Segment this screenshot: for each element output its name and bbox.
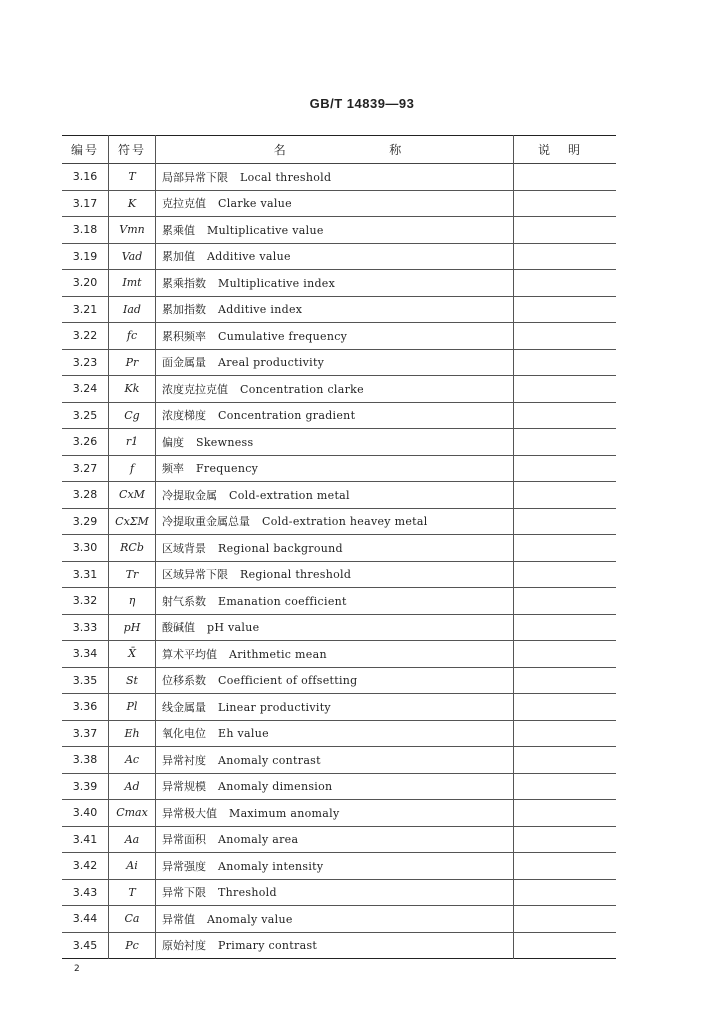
term-name xyxy=(156,667,514,694)
term-number: 3.16 xyxy=(72,170,98,184)
table-row xyxy=(62,561,616,588)
term-note xyxy=(514,535,617,562)
terms-table-body xyxy=(62,164,616,959)
term-symbol: Cg xyxy=(109,402,156,429)
term-name xyxy=(156,773,514,800)
table-row xyxy=(62,826,616,853)
term-name-english: Concentration gradient xyxy=(218,409,356,423)
term-symbol: Vad xyxy=(109,243,156,270)
term-number: 3.25 xyxy=(72,408,98,422)
term-name-english: Maximum anomaly xyxy=(229,806,340,820)
term-note xyxy=(514,667,617,694)
term-name xyxy=(156,747,514,774)
term-name xyxy=(156,164,514,191)
term-symbol: Ad xyxy=(109,773,156,800)
term-name-chinese: 累积频率 xyxy=(162,329,206,343)
term-symbol: Ac xyxy=(109,747,156,774)
term-note xyxy=(514,455,617,482)
term-name-chinese: 冷提取金属 xyxy=(162,488,217,502)
table-row xyxy=(62,349,616,376)
term-symbol: Eh xyxy=(109,720,156,747)
term-name-english: Arithmetic mean xyxy=(229,647,327,661)
table-row xyxy=(62,217,616,244)
term-name-english: Coefficient of offsetting xyxy=(218,674,358,688)
term-note xyxy=(514,932,617,959)
term-name xyxy=(156,826,514,853)
term-name xyxy=(156,429,514,456)
term-note xyxy=(514,217,617,244)
term-name-english: Multiplicative value xyxy=(207,223,324,237)
term-symbol: Vmn xyxy=(109,217,156,244)
page-number: 2 xyxy=(74,964,80,974)
term-number: 3.24 xyxy=(72,382,98,396)
term-name-english: Skewness xyxy=(196,435,254,449)
term-name xyxy=(156,561,514,588)
term-number: 3.45 xyxy=(72,938,98,952)
term-symbol: St xyxy=(109,667,156,694)
term-name-english: pH value xyxy=(207,621,260,635)
term-note xyxy=(514,508,617,535)
term-note xyxy=(514,826,617,853)
table-row xyxy=(62,932,616,959)
term-name xyxy=(156,853,514,880)
column-header-number: 编号 xyxy=(70,143,99,157)
term-name xyxy=(156,243,514,270)
term-name xyxy=(156,906,514,933)
table-row xyxy=(62,296,616,323)
term-name-english: Additive index xyxy=(218,303,303,317)
term-note xyxy=(514,641,617,668)
term-name-english: Additive value xyxy=(207,250,291,264)
term-name-english: Cumulative frequency xyxy=(218,329,348,343)
term-symbol: fc xyxy=(109,323,156,350)
term-number: 3.30 xyxy=(72,541,98,555)
term-name-english: Threshold xyxy=(218,886,277,900)
term-symbol: r1 xyxy=(109,429,156,456)
term-name-english: Primary contrast xyxy=(218,939,318,953)
term-name-english: Anomaly intensity xyxy=(218,859,324,873)
term-name xyxy=(156,879,514,906)
term-name-chinese: 算术平均值 xyxy=(162,647,217,661)
standard-header: GB/T 14839—93 xyxy=(309,96,415,111)
term-note xyxy=(514,402,617,429)
terms-table xyxy=(62,135,616,959)
term-note xyxy=(514,270,617,297)
term-number: 3.32 xyxy=(72,594,98,608)
term-name-english: Clarke value xyxy=(218,197,292,211)
table-row xyxy=(62,376,616,403)
term-name-chinese: 累加指数 xyxy=(162,303,206,317)
term-symbol: Aa xyxy=(109,826,156,853)
term-name xyxy=(156,190,514,217)
table-row xyxy=(62,429,616,456)
table-row xyxy=(62,773,616,800)
term-note xyxy=(514,747,617,774)
term-number: 3.27 xyxy=(72,461,98,475)
table-row xyxy=(62,190,616,217)
term-name-english: Anomaly contrast xyxy=(218,753,321,767)
table-header-row xyxy=(62,136,616,164)
term-number: 3.22 xyxy=(72,329,98,343)
term-number: 3.17 xyxy=(72,196,98,210)
term-name-english: Regional background xyxy=(218,541,343,555)
term-name-chinese: 异常极大值 xyxy=(162,806,217,820)
term-number: 3.31 xyxy=(72,567,98,581)
term-name-english: Cold-extration metal xyxy=(229,488,350,502)
column-header-symbol: 符号 xyxy=(109,136,156,164)
term-name xyxy=(156,349,514,376)
term-number: 3.38 xyxy=(72,753,98,767)
term-name-chinese: 异常规模 xyxy=(162,780,206,794)
term-name-chinese: 原始衬度 xyxy=(162,939,206,953)
term-note xyxy=(514,614,617,641)
term-name-english: Linear productivity xyxy=(218,700,331,714)
table-row xyxy=(62,614,616,641)
term-note xyxy=(514,800,617,827)
term-name-chinese: 异常值 xyxy=(162,912,195,926)
term-name xyxy=(156,932,514,959)
table-row xyxy=(62,641,616,668)
term-symbol: K xyxy=(109,190,156,217)
term-name-chinese: 偏度 xyxy=(162,435,184,449)
term-note xyxy=(514,561,617,588)
term-number: 3.40 xyxy=(72,806,98,820)
table-row xyxy=(62,879,616,906)
column-header-name xyxy=(156,136,514,164)
term-number: 3.34 xyxy=(72,647,98,661)
term-note xyxy=(514,323,617,350)
term-symbol: Ai xyxy=(109,853,156,880)
term-name-chinese: 区域异常下限 xyxy=(162,568,228,582)
table-row xyxy=(62,694,616,721)
term-symbol: Imt xyxy=(109,270,156,297)
term-number: 3.43 xyxy=(72,885,98,899)
term-note xyxy=(514,376,617,403)
term-symbol: CxΣM xyxy=(109,508,156,535)
term-name-chinese: 频率 xyxy=(162,462,184,476)
table-row xyxy=(62,720,616,747)
term-name-chinese: 酸碱值 xyxy=(162,621,195,635)
table-row xyxy=(62,667,616,694)
table-row xyxy=(62,747,616,774)
term-note xyxy=(514,190,617,217)
table-row xyxy=(62,270,616,297)
term-symbol: RCb xyxy=(109,535,156,562)
term-name xyxy=(156,376,514,403)
term-note xyxy=(514,588,617,615)
term-name-chinese: 浓度梯度 xyxy=(162,409,206,423)
term-note xyxy=(514,429,617,456)
term-number: 3.44 xyxy=(72,912,98,926)
term-symbol: pH xyxy=(109,614,156,641)
term-name xyxy=(156,323,514,350)
term-symbol: CxM xyxy=(109,482,156,509)
column-header-name-part2: 称 xyxy=(389,143,402,157)
term-name xyxy=(156,482,514,509)
term-symbol: Ca xyxy=(109,906,156,933)
table-row xyxy=(62,323,616,350)
term-name-chinese: 位移系数 xyxy=(162,674,206,688)
term-name xyxy=(156,641,514,668)
term-number: 3.42 xyxy=(72,859,98,873)
term-name-chinese: 线金属量 xyxy=(162,700,206,714)
term-number: 3.36 xyxy=(72,700,98,714)
term-symbol: Cmax xyxy=(109,800,156,827)
term-number: 3.19 xyxy=(72,249,98,263)
term-name-chinese: 异常下限 xyxy=(162,886,206,900)
term-name-english: Local threshold xyxy=(240,170,332,184)
term-note xyxy=(514,720,617,747)
term-note xyxy=(514,906,617,933)
term-number: 3.20 xyxy=(72,276,98,290)
term-name xyxy=(156,402,514,429)
column-header-note: 说明 xyxy=(514,136,617,164)
term-name-chinese: 冷提取重金属总量 xyxy=(162,515,250,529)
term-name-chinese: 累乘指数 xyxy=(162,276,206,290)
table-row xyxy=(62,535,616,562)
term-name-chinese: 克拉克值 xyxy=(162,197,206,211)
term-name xyxy=(156,694,514,721)
term-note xyxy=(514,243,617,270)
term-name xyxy=(156,720,514,747)
term-symbol: η xyxy=(109,588,156,615)
term-number: 3.33 xyxy=(72,620,98,634)
term-name xyxy=(156,535,514,562)
term-name xyxy=(156,588,514,615)
term-name-english: Anomaly value xyxy=(207,912,293,926)
term-note xyxy=(514,349,617,376)
term-name-chinese: 累乘值 xyxy=(162,223,195,237)
term-name-chinese: 累加值 xyxy=(162,250,195,264)
term-number: 3.26 xyxy=(72,435,98,449)
term-name-chinese: 面金属量 xyxy=(162,356,206,370)
term-symbol: T xyxy=(109,164,156,191)
term-name-english: Concentration clarke xyxy=(240,382,364,396)
table-row xyxy=(62,906,616,933)
term-symbol: Pc xyxy=(109,932,156,959)
column-header-name-part1: 名 xyxy=(273,143,286,157)
table-row xyxy=(62,853,616,880)
table-row xyxy=(62,402,616,429)
term-name-english: Emanation coefficient xyxy=(218,594,347,608)
table-row xyxy=(62,508,616,535)
term-name-chinese: 射气系数 xyxy=(162,594,206,608)
term-number: 3.39 xyxy=(72,779,98,793)
term-name xyxy=(156,508,514,535)
term-symbol: Kk xyxy=(109,376,156,403)
term-name-chinese: 浓度克拉克值 xyxy=(162,382,228,396)
term-symbol: X̄ xyxy=(109,641,156,668)
table-row xyxy=(62,482,616,509)
term-name-chinese: 氧化电位 xyxy=(162,727,206,741)
term-name-chinese: 异常强度 xyxy=(162,859,206,873)
term-name-chinese: 区域背景 xyxy=(162,541,206,555)
term-number: 3.41 xyxy=(72,832,98,846)
term-note xyxy=(514,879,617,906)
term-name-chinese: 局部异常下限 xyxy=(162,170,228,184)
term-name-chinese: 异常面积 xyxy=(162,833,206,847)
term-name xyxy=(156,800,514,827)
term-note xyxy=(514,773,617,800)
term-number: 3.28 xyxy=(72,488,98,502)
term-name xyxy=(156,270,514,297)
table-row xyxy=(62,588,616,615)
term-name-chinese: 异常衬度 xyxy=(162,753,206,767)
table-row xyxy=(62,455,616,482)
term-name-english: Anomaly dimension xyxy=(218,780,333,794)
term-name-english: Anomaly area xyxy=(218,833,299,847)
term-name-english: Areal productivity xyxy=(218,356,325,370)
term-name xyxy=(156,296,514,323)
table-row xyxy=(62,800,616,827)
table-row xyxy=(62,243,616,270)
term-number: 3.35 xyxy=(72,673,98,687)
term-symbol: T xyxy=(109,879,156,906)
term-name-english: Regional threshold xyxy=(240,568,352,582)
term-name xyxy=(156,614,514,641)
term-note xyxy=(514,853,617,880)
term-number: 3.29 xyxy=(72,514,98,528)
table-row xyxy=(62,164,616,191)
term-note xyxy=(514,296,617,323)
term-symbol: Tr xyxy=(109,561,156,588)
term-note xyxy=(514,482,617,509)
term-symbol: Pl xyxy=(109,694,156,721)
term-name-english: Frequency xyxy=(196,462,259,476)
term-name xyxy=(156,217,514,244)
term-number: 3.37 xyxy=(72,726,98,740)
term-name-english: Multiplicative index xyxy=(218,276,336,290)
term-name-english: Cold-extration heavey metal xyxy=(262,515,428,529)
term-symbol: Pr xyxy=(109,349,156,376)
term-symbol: f xyxy=(109,455,156,482)
term-name xyxy=(156,455,514,482)
term-symbol: Iad xyxy=(109,296,156,323)
term-note xyxy=(514,164,617,191)
term-number: 3.18 xyxy=(72,223,98,237)
term-number: 3.23 xyxy=(72,355,98,369)
term-name-english: Eh value xyxy=(218,727,269,741)
term-note xyxy=(514,694,617,721)
term-number: 3.21 xyxy=(72,302,98,316)
